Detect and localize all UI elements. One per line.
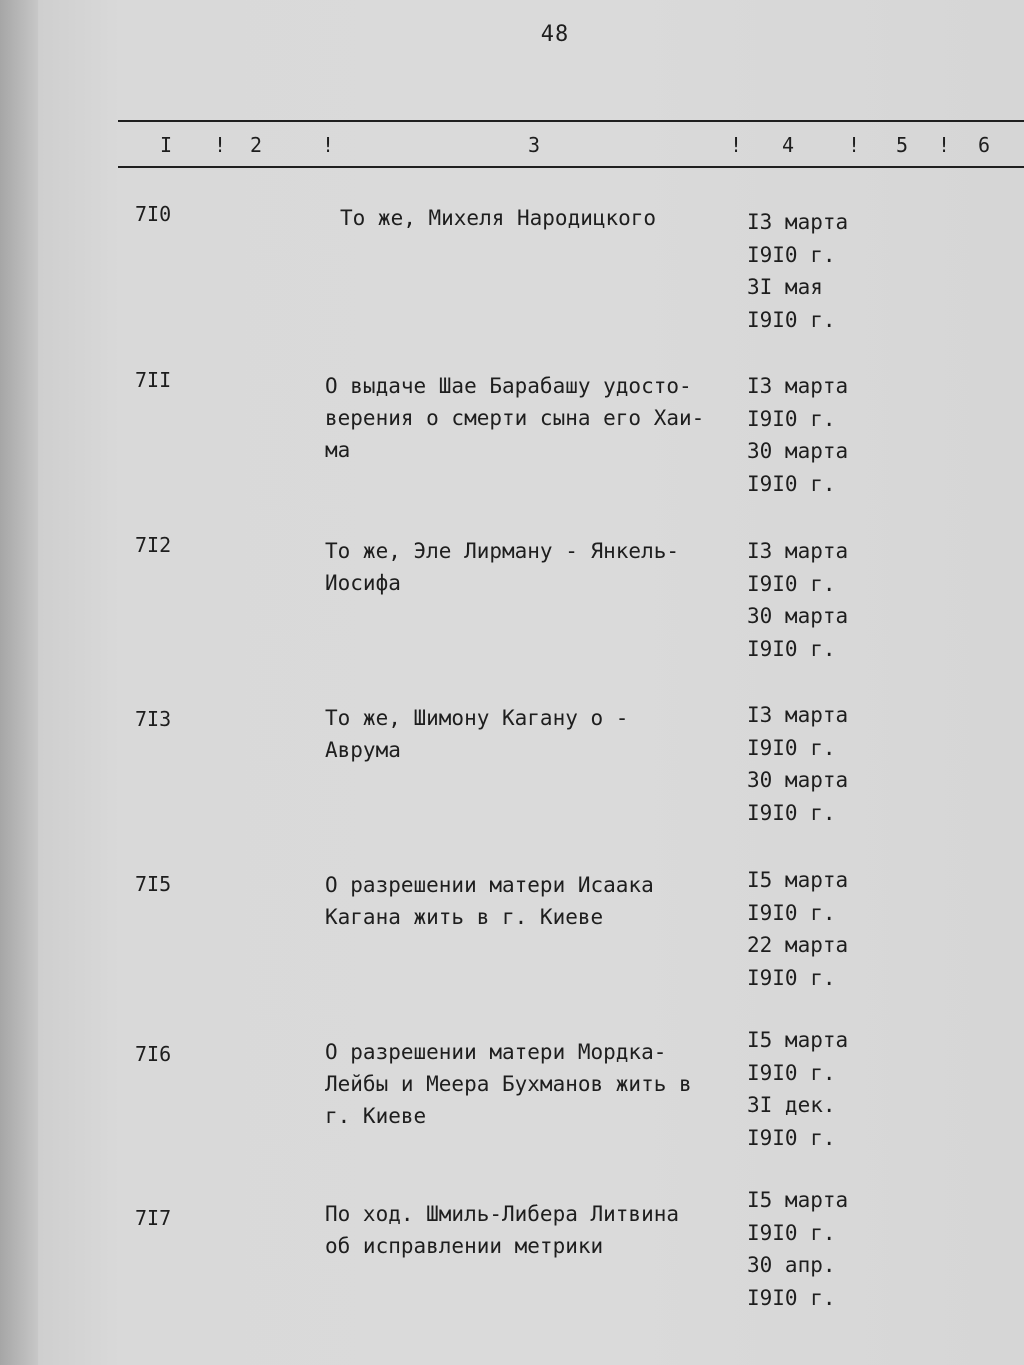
year-received: I9I0 г. xyxy=(747,242,836,267)
row-number: 7I3 xyxy=(135,707,172,731)
row-dates xyxy=(747,1184,877,1314)
year-received: I9I0 г. xyxy=(747,571,836,596)
year-resolved: I9I0 г. xyxy=(747,636,836,661)
row-number: 7II xyxy=(135,368,172,392)
row-description: То же, Михеля Народицкого xyxy=(340,206,657,230)
row-number: 7I0 xyxy=(135,202,172,226)
binding-shadow xyxy=(0,0,38,1365)
column-separator: ! xyxy=(322,133,335,157)
row-description: По ход. Шмиль-Либера Литвина об исправлении метрики xyxy=(325,1202,680,1258)
year-resolved: I9I0 г. xyxy=(747,800,836,825)
row-dates xyxy=(747,206,877,336)
header-rule-bottom xyxy=(118,166,1024,168)
row-number: 7I6 xyxy=(135,1042,172,1066)
year-received: I9I0 г. xyxy=(747,900,836,925)
row-description: О разрешении матери Исаака Кагана жить в г. Киеве xyxy=(325,873,654,929)
date-received: I5 марта xyxy=(747,1188,849,1212)
row-dates xyxy=(747,535,877,665)
year-resolved: I9I0 г. xyxy=(747,1285,836,1310)
date-resolved: 30 марта xyxy=(747,439,849,463)
column-separator: ! xyxy=(214,133,227,157)
row-dates xyxy=(747,699,877,829)
date-resolved: 3I мая xyxy=(747,275,823,299)
date-received: I3 марта xyxy=(747,539,849,563)
year-resolved: I9I0 г. xyxy=(747,307,836,332)
column-header-1: I xyxy=(160,133,173,157)
row-description: То же, Эле Лирману - Янкель- Иосифа xyxy=(325,539,680,595)
date-resolved: 30 марта xyxy=(747,604,849,628)
date-received: I3 марта xyxy=(747,703,849,727)
row-dates xyxy=(747,370,877,500)
row-description: О выдаче Шае Барабашу удосто- верения о смерти сына его Хаи- ма xyxy=(325,374,705,462)
year-resolved: I9I0 г. xyxy=(747,965,836,990)
column-header-5: 5 xyxy=(896,133,909,157)
date-received: I3 марта xyxy=(747,210,849,234)
row-number: 7I2 xyxy=(135,533,172,557)
row-number: 7I5 xyxy=(135,872,172,896)
date-resolved: 3I дек. xyxy=(747,1093,836,1117)
year-received: I9I0 г. xyxy=(747,406,836,431)
row-dates xyxy=(747,1024,877,1154)
year-resolved: I9I0 г. xyxy=(747,471,836,496)
date-received: I5 марта xyxy=(747,1028,849,1052)
year-resolved: I9I0 г. xyxy=(747,1125,836,1150)
column-header-2: 2 xyxy=(250,133,263,157)
column-header-6: 6 xyxy=(978,133,991,157)
year-received: I9I0 г. xyxy=(747,1220,836,1245)
column-header-3: 3 xyxy=(528,133,541,157)
page-number: 48 xyxy=(540,22,570,47)
row-description: О разрешении матери Мордка- Лейбы и Меера Бухманов жить в г. Киеве xyxy=(325,1040,692,1128)
date-resolved: 22 марта xyxy=(747,933,849,957)
row-number: 7I7 xyxy=(135,1206,172,1230)
column-header-4: 4 xyxy=(782,133,795,157)
date-received: I3 марта xyxy=(747,374,849,398)
year-received: I9I0 г. xyxy=(747,735,836,760)
date-resolved: 30 марта xyxy=(747,768,849,792)
column-separator: ! xyxy=(848,133,861,157)
date-received: I5 марта xyxy=(747,868,849,892)
column-separator: ! xyxy=(938,133,951,157)
header-rule-top xyxy=(118,120,1024,122)
year-received: I9I0 г. xyxy=(747,1060,836,1085)
row-description: То же, Шимону Кагану о - Аврума xyxy=(325,706,629,762)
row-dates xyxy=(747,864,877,994)
date-resolved: 30 апр. xyxy=(747,1253,836,1277)
column-separator: ! xyxy=(730,133,743,157)
